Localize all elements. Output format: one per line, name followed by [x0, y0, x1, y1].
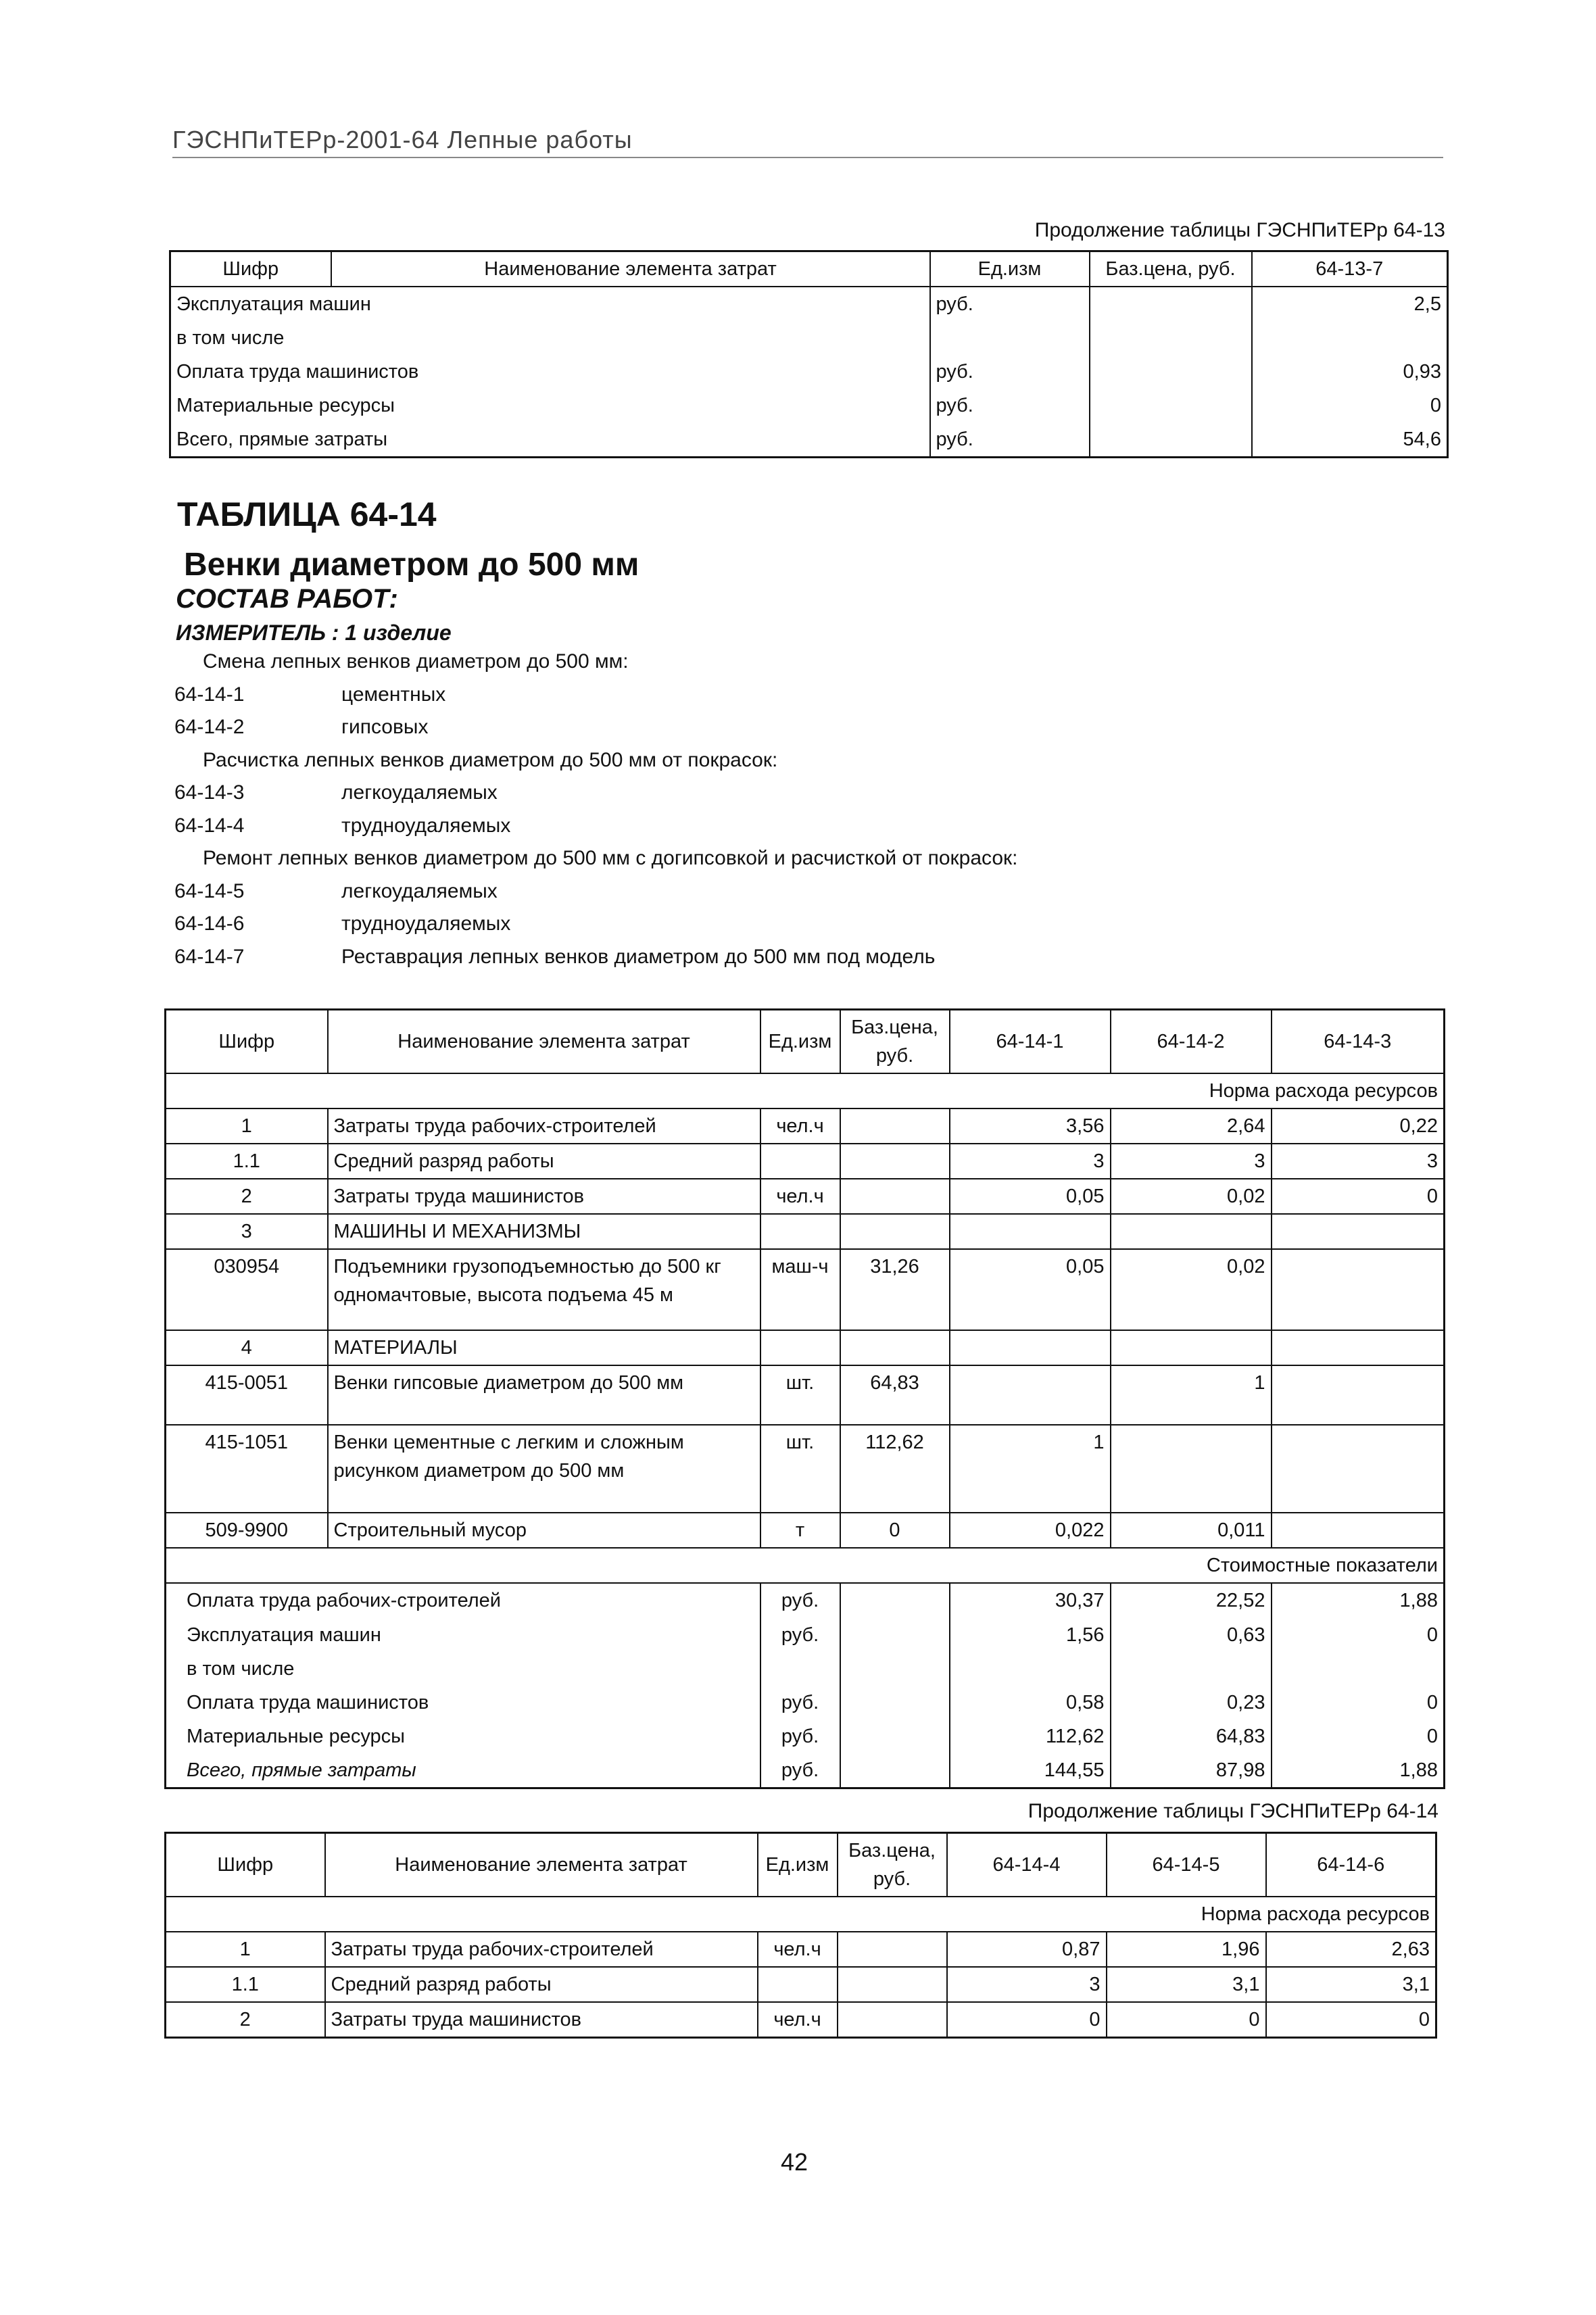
cost-value: 0,93 [1252, 355, 1448, 389]
table-row [166, 1513, 1445, 1548]
resource-unit: чел.ч [758, 2002, 838, 2038]
resource-unit: шт. [760, 1365, 840, 1425]
table-title: ТАБЛИЦА 64-14 [177, 495, 437, 533]
empty-cell [950, 1214, 1111, 1249]
resource-value-2: 2,64 [1111, 1108, 1272, 1144]
resource-value-2: 1 [1111, 1365, 1272, 1425]
resource-value-3: 0,22 [1272, 1108, 1445, 1144]
empty-cell [840, 1583, 950, 1617]
cost-name: Всего, прямые затраты [170, 422, 930, 458]
cost-unit: руб. [930, 389, 1090, 422]
cost-name: в том числе [170, 321, 930, 355]
resource-price [838, 2002, 947, 2038]
resource-code: 415-1051 [166, 1425, 328, 1513]
section-code: 4 [166, 1330, 328, 1365]
cost-value-2 [1111, 1652, 1272, 1686]
empty-cell [1090, 321, 1252, 355]
resource-value-3 [1272, 1365, 1445, 1425]
header-unit: Ед.изм [930, 251, 1090, 287]
work-heading: Расчистка лепных венков диаметром до 500 мм от покрасок: [203, 748, 778, 771]
header-name: Наименование элемента затрат [325, 1833, 758, 1897]
cost-value-1: 30,37 [950, 1583, 1111, 1617]
cost-unit: руб. [760, 1583, 840, 1617]
resource-unit: шт. [760, 1425, 840, 1513]
resource-unit: маш-ч [760, 1249, 840, 1330]
empty-cell [1090, 389, 1252, 422]
table-row [166, 1179, 1445, 1214]
resource-code: 509-9900 [166, 1513, 328, 1548]
table-row [166, 1425, 1445, 1513]
cost-name: Материальные ресурсы [170, 389, 930, 422]
work-composition-label: СОСТАВ РАБОТ: [176, 584, 398, 614]
cost-value: 2,5 [1252, 287, 1448, 321]
cost-row [166, 1583, 1445, 1617]
cost-row [166, 1720, 1445, 1753]
cost-value-3: 1,88 [1272, 1753, 1445, 1788]
table-row [170, 287, 1448, 321]
work-description: Реставрация лепных венков диаметром до 500 мм под модель [341, 945, 936, 968]
running-header: ГЭСНПиТЕРр-2001-64 Лепные работы [172, 126, 1443, 158]
resource-unit: чел.ч [760, 1108, 840, 1144]
table-header-row [170, 251, 1448, 287]
empty-cell [950, 1330, 1111, 1365]
resource-unit [758, 1967, 838, 2002]
resource-unit: чел.ч [760, 1179, 840, 1214]
resource-code: 1 [166, 1932, 325, 1967]
resource-value-2: 3,1 [1107, 1967, 1266, 2002]
resource-name: Затраты труда машинистов [325, 2002, 758, 2038]
header-price: Баз.цена, руб. [1090, 251, 1252, 287]
resource-code: 1.1 [166, 1967, 325, 2002]
cost-name: Оплата труда машинистов [170, 355, 930, 389]
continuation-label-64-14: Продолжение таблицы ГЭСНПиТЕРр 64-14 [1027, 1800, 1438, 1822]
resource-value-2: 0,02 [1111, 1249, 1272, 1330]
resource-name: Средний разряд работы [325, 1967, 758, 2002]
cost-value-1: 144,55 [950, 1753, 1111, 1788]
resource-value-1: 0,05 [950, 1249, 1111, 1330]
cost-value [1252, 321, 1448, 355]
cost-unit [760, 1652, 840, 1686]
table-64-14-continuation-body [166, 1897, 1436, 2038]
empty-cell [760, 1330, 840, 1365]
resource-code: 030954 [166, 1249, 328, 1330]
cost-value-2: 87,98 [1111, 1753, 1272, 1788]
header-col-64-14-1: 64-14-1 [950, 1010, 1111, 1074]
table-row [170, 389, 1448, 422]
resource-value-2 [1111, 1425, 1272, 1513]
cost-value-2: 22,52 [1111, 1583, 1272, 1617]
header-price: Баз.цена, руб. [840, 1010, 950, 1074]
resource-name: Венки цементные с легким и сложным рисунком диаметром до 500 мм [328, 1425, 760, 1513]
resource-unit [760, 1144, 840, 1179]
resource-value-3: 3,1 [1266, 1967, 1436, 2002]
cost-value-3 [1272, 1652, 1445, 1686]
page-number: 42 [781, 2148, 808, 2176]
work-heading: Смена лепных венков диаметром до 500 мм: [203, 650, 629, 673]
work-description: легкоудаляемых [341, 879, 498, 902]
cost-name: Эксплуатация машин [170, 287, 930, 321]
work-description: цементных [341, 683, 446, 706]
header-code: Шифр [166, 1833, 325, 1897]
cost-value-2: 64,83 [1111, 1720, 1272, 1753]
cost-value-1: 1,56 [950, 1618, 1111, 1652]
work-description: трудноудаляемых [341, 814, 511, 837]
work-code: 64-14-2 [174, 716, 245, 738]
resource-value-2: 0,02 [1111, 1179, 1272, 1214]
cost-unit: руб. [760, 1720, 840, 1753]
resource-price: 112,62 [840, 1425, 950, 1513]
header-col-64-14-4: 64-14-4 [947, 1833, 1107, 1897]
resource-unit: чел.ч [758, 1932, 838, 1967]
header-unit: Ед.изм [758, 1833, 838, 1897]
resource-value-1: 1 [950, 1425, 1111, 1513]
cost-unit: руб. [930, 355, 1090, 389]
resource-name: Затраты труда рабочих-строителей [325, 1932, 758, 1967]
cost-row [166, 1686, 1445, 1720]
table-64-13-body [170, 287, 1448, 458]
cost-name: Оплата труда машинистов [166, 1686, 760, 1720]
resource-name: Средний разряд работы [328, 1144, 760, 1179]
resource-value-3: 3 [1272, 1144, 1445, 1179]
resource-value-3: 2,63 [1266, 1932, 1436, 1967]
table-header-row [166, 1010, 1445, 1074]
table-row [170, 355, 1448, 389]
empty-cell [1272, 1214, 1445, 1249]
cost-unit: руб. [930, 287, 1090, 321]
resource-code: 415-0051 [166, 1365, 328, 1425]
resource-value-1: 0 [947, 2002, 1107, 2038]
resource-value-2: 0,011 [1111, 1513, 1272, 1548]
cost-value-3: 0 [1272, 1618, 1445, 1652]
work-description: трудноудаляемых [341, 912, 511, 935]
table-subtitle: Венки диаметром до 500 мм [184, 547, 639, 583]
resource-value-1: 0,87 [947, 1932, 1107, 1967]
cost-name: Оплата труда рабочих-строителей [166, 1583, 760, 1617]
cost-row [166, 1753, 1445, 1788]
header-code: Шифр [166, 1010, 328, 1074]
cost-value: 54,6 [1252, 422, 1448, 458]
header-col-64-14-5: 64-14-5 [1107, 1833, 1266, 1897]
cost-row [166, 1652, 1445, 1686]
resource-value-1: 0,05 [950, 1179, 1111, 1214]
resource-value-1: 3 [947, 1967, 1107, 2002]
empty-cell [840, 1652, 950, 1686]
resource-name: Затраты труда машинистов [328, 1179, 760, 1214]
empty-cell [840, 1720, 950, 1753]
resource-price [840, 1179, 950, 1214]
table-64-14-body [166, 1073, 1445, 1788]
table-64-14-continuation [164, 1832, 1437, 2039]
cost-value: 0 [1252, 389, 1448, 422]
section-name: МАШИНЫ И МЕХАНИЗМЫ [328, 1214, 760, 1249]
table-row [170, 321, 1448, 355]
resource-value-3: 0 [1266, 2002, 1436, 2038]
header-name: Наименование элемента затрат [331, 251, 930, 287]
empty-cell [840, 1753, 950, 1788]
cost-value-2: 0,63 [1111, 1618, 1272, 1652]
empty-cell [1272, 1330, 1445, 1365]
work-code: 64-14-3 [174, 781, 245, 804]
header-price: Баз.цена, руб. [838, 1833, 947, 1897]
resource-unit: т [760, 1513, 840, 1548]
work-code: 64-14-1 [174, 683, 245, 706]
work-code: 64-14-4 [174, 814, 245, 837]
cost-value-1: 112,62 [950, 1720, 1111, 1753]
resource-price [840, 1144, 950, 1179]
resource-value-1 [950, 1365, 1111, 1425]
work-heading: Ремонт лепных венков диаметром до 500 мм с догипсовкой и расчисткой от покрасок: [203, 847, 1018, 869]
materials-heading-row [166, 1330, 1445, 1365]
table-row [166, 1967, 1436, 2002]
resource-value-1: 3 [950, 1144, 1111, 1179]
resource-name: Затраты труда рабочих-строителей [328, 1108, 760, 1144]
machines-heading-row [166, 1214, 1445, 1249]
cost-unit: руб. [760, 1618, 840, 1652]
cost-unit: руб. [760, 1753, 840, 1788]
resource-code: 1 [166, 1108, 328, 1144]
section-name: МАТЕРИАЛЫ [328, 1330, 760, 1365]
table-64-14-main [164, 1008, 1445, 1789]
header-col-64-13-7: 64-13-7 [1252, 251, 1448, 287]
resource-value-2: 1,96 [1107, 1932, 1266, 1967]
resource-value-2: 3 [1111, 1144, 1272, 1179]
header-unit: Ед.изм [760, 1010, 840, 1074]
resource-price [840, 1108, 950, 1144]
empty-cell [760, 1214, 840, 1249]
empty-cell [1090, 422, 1252, 458]
resource-value-2: 0 [1107, 2002, 1266, 2038]
resource-price: 0 [840, 1513, 950, 1548]
header-col-64-14-3: 64-14-3 [1272, 1010, 1445, 1074]
cost-row [166, 1618, 1445, 1652]
table-row [166, 1249, 1445, 1330]
section-code: 3 [166, 1214, 328, 1249]
empty-cell [840, 1686, 950, 1720]
resource-value-1: 3,56 [950, 1108, 1111, 1144]
resource-price [838, 1932, 947, 1967]
header-name: Наименование элемента затрат [328, 1010, 760, 1074]
header-code: Шифр [170, 251, 331, 287]
resource-value-3: 0 [1272, 1179, 1445, 1214]
empty-cell [840, 1330, 950, 1365]
cost-label-row [166, 1548, 1445, 1583]
work-description: гипсовых [341, 716, 429, 738]
empty-cell [1111, 1214, 1272, 1249]
resource-price [838, 1967, 947, 2002]
norma-label-row-cell: Норма расхода ресурсов [166, 1073, 1445, 1108]
table-64-13-tail [169, 250, 1449, 458]
cost-value-3: 0 [1272, 1686, 1445, 1720]
measurement-unit: ИЗМЕРИТЕЛЬ : 1 изделие [176, 620, 452, 645]
resource-code: 1.1 [166, 1144, 328, 1179]
empty-cell [1090, 287, 1252, 321]
cost-name: Всего, прямые затраты [166, 1753, 760, 1788]
continuation-label-64-13: Продолжение таблицы ГЭСНПиТЕРр 64-13 [1034, 219, 1445, 241]
resource-name: Подъемники грузоподъемностью до 500 кг одномачтовые, высота подъема 45 м [328, 1249, 760, 1330]
resource-price: 31,26 [840, 1249, 950, 1330]
norma-label-row [166, 1073, 1445, 1108]
table-row [166, 1108, 1445, 1144]
header-col-64-14-6: 64-14-6 [1266, 1833, 1436, 1897]
cost-value-1: 0,58 [950, 1686, 1111, 1720]
norma-label-row [166, 1897, 1436, 1932]
cost-unit: руб. [760, 1686, 840, 1720]
resource-code: 2 [166, 1179, 328, 1214]
norma-label-row-cell: Норма расхода ресурсов [166, 1897, 1436, 1932]
empty-cell [1111, 1330, 1272, 1365]
table-row [170, 422, 1448, 458]
resource-code: 2 [166, 2002, 325, 2038]
work-code: 64-14-5 [174, 879, 245, 902]
work-description: легкоудаляемых [341, 781, 498, 804]
resource-name: Венки гипсовые диаметром до 500 мм [328, 1365, 760, 1425]
resource-name: Строительный мусор [328, 1513, 760, 1548]
cost-name: Эксплуатация машин [166, 1618, 760, 1652]
cost-value-1 [950, 1652, 1111, 1686]
cost-name: Материальные ресурсы [166, 1720, 760, 1753]
empty-cell [840, 1618, 950, 1652]
table-header-row [166, 1833, 1436, 1897]
empty-cell [840, 1214, 950, 1249]
table-row [166, 1365, 1445, 1425]
empty-cell [1090, 355, 1252, 389]
cost-unit: руб. [930, 422, 1090, 458]
resource-value-3 [1272, 1513, 1445, 1548]
resource-price: 64,83 [840, 1365, 950, 1425]
cost-label-row-cell: Стоимостные показатели [166, 1548, 1445, 1583]
table-row [166, 1932, 1436, 1967]
cost-unit [930, 321, 1090, 355]
cost-value-3: 0 [1272, 1720, 1445, 1753]
work-code: 64-14-7 [174, 945, 245, 968]
cost-value-2: 0,23 [1111, 1686, 1272, 1720]
table-row [166, 2002, 1436, 2038]
header-col-64-14-2: 64-14-2 [1111, 1010, 1272, 1074]
resource-value-1: 0,022 [950, 1513, 1111, 1548]
work-code: 64-14-6 [174, 912, 245, 935]
resource-value-3 [1272, 1249, 1445, 1330]
cost-value-3: 1,88 [1272, 1583, 1445, 1617]
resource-value-3 [1272, 1425, 1445, 1513]
table-row [166, 1144, 1445, 1179]
cost-name: в том числе [166, 1652, 760, 1686]
